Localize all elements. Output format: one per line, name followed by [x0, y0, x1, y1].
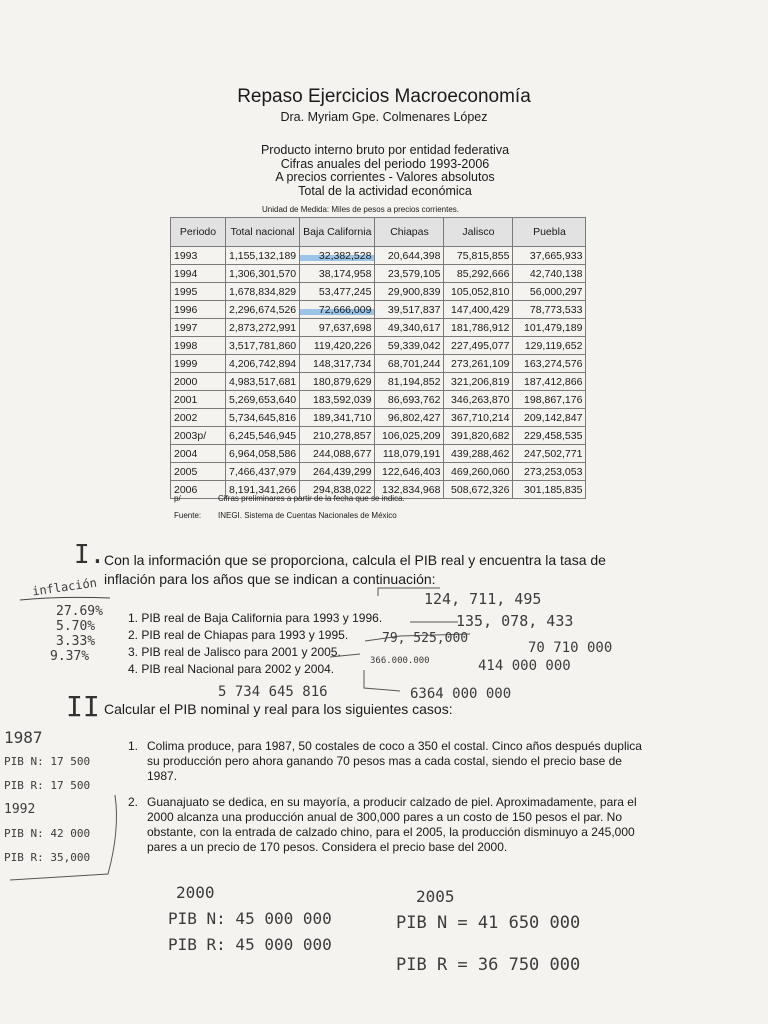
handwritten-2000-answers: [168, 880, 332, 958]
author-name: Dra. Myriam Gpe. Colmenares López: [280, 110, 488, 124]
period-cell: 1994: [171, 265, 226, 283]
period-cell: 1993: [171, 247, 226, 265]
column-header: Chiapas: [375, 218, 444, 247]
item-line: pares a un precio de 170 pesos. Considera el precio base del 2000.: [147, 840, 508, 854]
item-line: 1987.: [147, 769, 178, 783]
table-title-line: A precios corrientes - Valores absolutos: [275, 170, 495, 184]
value-cell: 29,900,839: [375, 283, 444, 301]
footnote-key: Fuente:: [174, 511, 202, 520]
value-cell: 6,964,058,586: [226, 445, 300, 463]
column-header: Baja California: [300, 218, 375, 247]
value-cell: 321,206,819: [444, 373, 513, 391]
period-cell: 2000: [171, 373, 226, 391]
inflation-rate: 9.37%: [50, 649, 90, 664]
value-cell: 181,786,912: [444, 319, 513, 337]
value-cell: 294,838,022: [300, 481, 375, 499]
value-cell: 163,274,576: [513, 355, 586, 373]
value-cell: 129,119,652: [513, 337, 586, 355]
value-cell: 4,983,517,681: [226, 373, 300, 391]
value-cell: 97,637,698: [300, 319, 375, 337]
handwritten-answer: 5 734 645 816: [218, 684, 328, 700]
period-cell: 2005: [171, 463, 226, 481]
note-line: 1987: [4, 728, 43, 747]
value-cell: 75,815,855: [444, 247, 513, 265]
value-cell: 469,260,060: [444, 463, 513, 481]
period-cell: 1995: [171, 283, 226, 301]
value-cell: 37,665,933: [513, 247, 586, 265]
note-line: PIB R = 36 750 000: [396, 955, 581, 975]
value-cell: 4,206,742,894: [226, 355, 300, 373]
value-cell: 273,253,053: [513, 463, 586, 481]
handwritten-answer: 135, 078, 433: [456, 612, 574, 630]
page-title: Repaso Ejercicios Macroeconomía: [237, 86, 531, 107]
period-cell: 2006: [171, 481, 226, 499]
value-cell: 439,288,462: [444, 445, 513, 463]
section-numeral: II: [66, 690, 100, 723]
section-numeral: I.: [74, 540, 106, 570]
value-cell: 8,191,341,266: [226, 481, 300, 499]
value-cell: 247,502,771: [513, 445, 586, 463]
value-cell: 183,592,039: [300, 391, 375, 409]
value-cell: 106,025,209: [375, 427, 444, 445]
list-item: 1. PIB real de Baja California para 1993 y 1996.: [128, 611, 383, 625]
inflation-rate: 5.70%: [56, 619, 96, 634]
value-cell: 301,185,835: [513, 481, 586, 499]
item-line: su producción pero ahora ganando 70 pesos mas a cada costal, siendo el precio base de: [147, 754, 622, 768]
table-title-line: Total de la actividad económica: [298, 183, 472, 198]
footnote-text: INEGI. Sistema de Cuentas Nacionales de México: [218, 511, 397, 520]
value-cell: 147,400,429: [444, 301, 513, 319]
footnote-text: Cifras preliminares a partir de la fecha que se indica.: [218, 494, 405, 503]
value-cell: 59,339,042: [375, 337, 444, 355]
value-cell: 39,517,837: [375, 301, 444, 319]
column-header: Jalisco: [444, 218, 513, 247]
period-cell: 1999: [171, 355, 226, 373]
value-cell: 273,261,109: [444, 355, 513, 373]
handwritten-inflation-rates: [50, 604, 103, 664]
value-cell: 180,879,629: [300, 373, 375, 391]
value-cell: 6,245,546,945: [226, 427, 300, 445]
note-line: PIB N: 45 000 000: [168, 909, 332, 928]
value-cell: 1,678,834,829: [226, 283, 300, 301]
note-line: PIB R: 35,000: [4, 851, 91, 864]
value-cell: 346,263,870: [444, 391, 513, 409]
unit-of-measure: Unidad de Medida: Miles de pesos a precios corrientes.: [262, 205, 459, 214]
list-item: 4. PIB real Nacional para 2002 y 2004.: [128, 662, 335, 676]
handwritten-answer: 79, 525,000: [382, 631, 469, 646]
value-cell: 72,666,009: [300, 301, 375, 319]
value-cell: 56,000,297: [513, 283, 586, 301]
list-item: 3. PIB real de Jalisco para 2001 y 2005.: [128, 645, 341, 659]
value-cell: 132,834,968: [375, 481, 444, 499]
note-line: PIB N: 17 500: [4, 755, 91, 768]
handwritten-left-notes: [4, 726, 90, 870]
table-title-line: Cifras anuales del periodo 1993-2006: [280, 156, 490, 171]
period-cell: 1996: [171, 301, 226, 319]
instruction-line: Con la información que se proporciona, calcula el PIB real y encuentra la tasa de: [104, 552, 606, 568]
value-cell: 23,579,105: [375, 265, 444, 283]
inflation-rate: 3.33%: [56, 634, 96, 649]
value-cell: 264,439,299: [300, 463, 375, 481]
value-cell: 7,466,437,979: [226, 463, 300, 481]
handwritten-answer: 366.000.000: [370, 656, 430, 666]
value-cell: 96,802,427: [375, 409, 444, 427]
value-cell: 20,644,398: [375, 247, 444, 265]
value-cell: 148,317,734: [300, 355, 375, 373]
section-2-instructions: Calcular el PIB nominal y real para los siguientes casos:: [104, 701, 453, 717]
value-cell: 229,458,535: [513, 427, 586, 445]
value-cell: 32,382,528: [300, 247, 375, 265]
item-number: 1.: [128, 739, 139, 753]
period-cell: 2002: [171, 409, 226, 427]
period-cell: 2003p/: [171, 427, 226, 445]
value-cell: 105,052,810: [444, 283, 513, 301]
note-line: PIB R: 45 000 000: [168, 935, 332, 954]
note-line: 2005: [416, 887, 455, 906]
item-line: Guanajuato se dedica, en su mayoría, a producir calzado de piel. Aproximadamente, para el: [147, 795, 637, 809]
value-cell: 2,296,674,526: [226, 301, 300, 319]
value-cell: 5,734,645,816: [226, 409, 300, 427]
value-cell: 367,710,214: [444, 409, 513, 427]
note-line: 1992: [4, 802, 36, 817]
value-cell: 5,269,653,640: [226, 391, 300, 409]
value-cell: 1,306,301,570: [226, 265, 300, 283]
inflation-rate: 27.69%: [56, 604, 103, 619]
value-cell: 85,292,666: [444, 265, 513, 283]
value-cell: 1,155,132,189: [226, 247, 300, 265]
value-cell: 86,693,762: [375, 391, 444, 409]
column-header: Puebla: [513, 218, 586, 247]
period-cell: 1998: [171, 337, 226, 355]
value-cell: 189,341,710: [300, 409, 375, 427]
note-line: PIB N: 42 000: [4, 827, 91, 840]
value-cell: 210,278,857: [300, 427, 375, 445]
period-cell: 2004: [171, 445, 226, 463]
footnote-key: p/: [174, 494, 181, 503]
item-line: 2000 alcanza una producción anual de 300,000 pares a un costo de 150 pesos el par. No: [147, 810, 623, 824]
handwritten-answer: 6364 000 000: [410, 686, 512, 702]
value-cell: 391,820,682: [444, 427, 513, 445]
handwritten-2005-answers: [396, 886, 580, 980]
instruction-line: inflación para los años que se indican a continuación:: [104, 571, 436, 587]
value-cell: 244,088,677: [300, 445, 375, 463]
value-cell: 227,495,077: [444, 337, 513, 355]
handwritten-answer: 124, 711, 495: [424, 590, 542, 608]
value-cell: 209,142,847: [513, 409, 586, 427]
value-cell: 122,646,403: [375, 463, 444, 481]
value-cell: 38,174,958: [300, 265, 375, 283]
value-cell: 118,079,191: [375, 445, 444, 463]
note-line: PIB R: 17 500: [4, 779, 91, 792]
value-cell: 101,479,189: [513, 319, 586, 337]
value-cell: 2,873,272,991: [226, 319, 300, 337]
value-cell: 119,420,226: [300, 337, 375, 355]
period-cell: 1997: [171, 319, 226, 337]
handwritten-answer: 70 710 000: [528, 640, 613, 656]
value-cell: 81,194,852: [375, 373, 444, 391]
value-cell: 198,867,176: [513, 391, 586, 409]
value-cell: 187,412,866: [513, 373, 586, 391]
value-cell: 508,672,326: [444, 481, 513, 499]
value-cell: 68,701,244: [375, 355, 444, 373]
item-number: 2.: [128, 795, 139, 809]
item-line: Colima produce, para 1987, 50 costales de coco a 350 el costal. Cinco años después duplica: [147, 739, 642, 753]
table-title-line: Producto interno bruto por entidad federativa: [260, 143, 510, 157]
note-line: PIB N = 41 650 000: [396, 913, 581, 933]
item-line: obstante, con la entrada de calzado chino, para el 2005, la producción disminuyo a 245,000: [147, 825, 635, 839]
value-cell: 49,340,617: [375, 319, 444, 337]
list-item: 2. PIB real de Chiapas para 1993 y 1995.: [128, 628, 349, 642]
value-cell: 42,740,138: [513, 265, 586, 283]
note-line: 2000: [176, 883, 215, 902]
column-header: Periodo: [171, 218, 226, 247]
period-cell: 2001: [171, 391, 226, 409]
handwritten-inflation-label: inflación: [31, 575, 98, 599]
value-cell: 53,477,245: [300, 283, 375, 301]
column-header: Total nacional: [226, 218, 300, 247]
value-cell: 78,773,533: [513, 301, 586, 319]
handwritten-answer: 414 000 000: [478, 658, 571, 674]
value-cell: 3,517,781,860: [226, 337, 300, 355]
